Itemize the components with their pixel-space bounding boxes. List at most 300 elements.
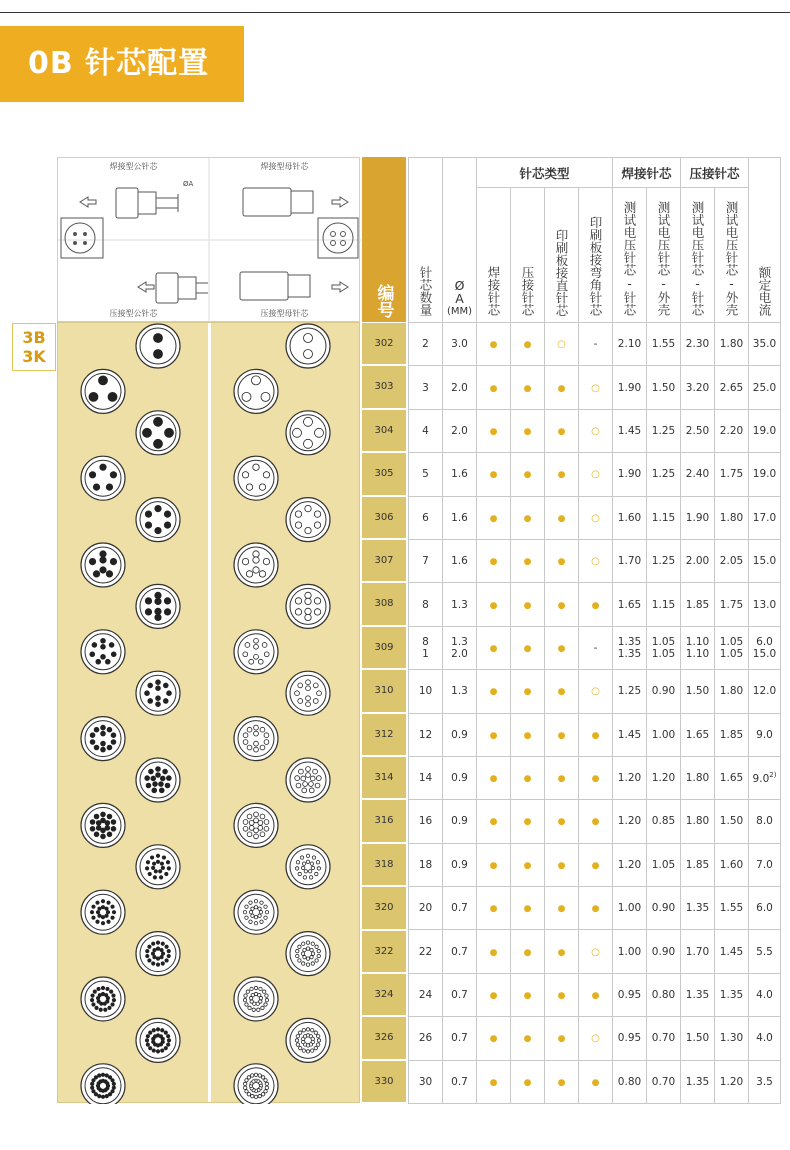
page-title: 0B 针芯配置 <box>0 26 244 102</box>
cell-value: 1.3 <box>451 685 468 698</box>
cell-type-mark <box>511 973 545 1016</box>
male-pin-layout <box>136 324 180 368</box>
cell-type-mark <box>511 843 545 886</box>
cell-value: 0.80 <box>651 989 676 1002</box>
cell-count <box>409 1017 443 1060</box>
cell-value: 1.85 <box>719 728 744 741</box>
cell-test-voltage <box>647 800 681 843</box>
cell-value: 1.65 <box>685 728 710 741</box>
cell-type-mark <box>511 1060 545 1103</box>
cell-type-mark <box>545 843 579 886</box>
cell-value: 1.35 <box>719 989 744 1002</box>
cell-test-voltage <box>613 887 647 930</box>
filled-dot-icon: ● <box>523 513 532 524</box>
cell-value: 1.55 <box>651 338 676 351</box>
cell-value: 1.6 <box>451 511 468 524</box>
header-solder-group: 焊接针芯 <box>613 158 681 188</box>
male-pin-layout <box>81 369 125 413</box>
cell-value: 1.15 <box>651 598 676 611</box>
cell-value: 1.80 <box>719 511 744 524</box>
filled-dot-icon: ● <box>557 600 566 611</box>
diagram-label-solder-male: 焊接型公针芯 <box>109 162 158 171</box>
cell-value: 8.0 <box>756 815 773 828</box>
cell-value: 0.90 <box>651 902 676 915</box>
cell-test-voltage <box>681 323 715 366</box>
filled-dot-icon: ● <box>557 991 566 1002</box>
cell-value: 1.50 <box>719 815 744 828</box>
cell-diameter <box>443 887 477 930</box>
cell-test-voltage <box>715 583 749 626</box>
cell-test-voltage <box>613 366 647 409</box>
male-pin-layout <box>81 977 125 1021</box>
cell-test-voltage <box>715 1060 749 1103</box>
female-pin-layout <box>286 671 330 715</box>
cell-type-mark <box>579 930 613 973</box>
table-row <box>409 887 781 930</box>
diagram-label-crimp-male: 压接型公针芯 <box>109 309 158 318</box>
cell-diameter <box>443 930 477 973</box>
male-pin-layout <box>81 717 125 761</box>
cell-test-voltage <box>681 713 715 756</box>
header-pin-type: 针芯类型 <box>477 158 613 188</box>
table-row <box>409 670 781 713</box>
cell-value: 3 <box>422 381 429 394</box>
cell-test-voltage <box>715 756 749 799</box>
cell-value: 1.6 <box>451 555 468 568</box>
cell-value: 1.80 <box>685 772 710 785</box>
table-row <box>409 496 781 539</box>
header-type-crimp: 压接针芯 <box>511 188 545 323</box>
cell-value: 24 <box>418 989 433 1002</box>
cell-type-mark <box>545 539 579 582</box>
dash-mark: - <box>593 338 598 351</box>
table-row <box>409 1017 781 1060</box>
cell-type-mark <box>477 1060 511 1103</box>
filled-dot-icon: ● <box>591 1077 600 1088</box>
cell-value: 1.3 <box>451 598 468 611</box>
cell-test-voltage <box>647 1017 681 1060</box>
cell-value: 1.3 2.0 <box>451 635 468 660</box>
diagram-label-solder-female: 焊接型母针芯 <box>260 162 309 171</box>
cell-count <box>409 496 443 539</box>
cell-test-voltage <box>681 366 715 409</box>
table-row <box>409 713 781 756</box>
cell-value: 1.50 <box>651 381 676 394</box>
cell-value: 1.05 <box>651 858 676 871</box>
filled-dot-icon: ● <box>557 470 566 481</box>
filled-dot-icon: ● <box>591 774 600 785</box>
cell-value: 0.90 <box>651 945 676 958</box>
cell-value: 20 <box>418 902 433 915</box>
cell-test-voltage <box>681 453 715 496</box>
filled-dot-icon: ● <box>591 991 600 1002</box>
cell-type-mark <box>511 539 545 582</box>
cell-test-voltage <box>681 626 715 669</box>
filled-dot-icon: ● <box>557 774 566 785</box>
cell-test-voltage <box>681 496 715 539</box>
filled-dot-icon: ● <box>591 817 600 828</box>
cell-value: 13.0 <box>752 598 777 611</box>
cell-test-voltage <box>647 670 681 713</box>
connector-diagram <box>57 157 360 322</box>
open-circle-icon: ○ <box>591 382 600 394</box>
cell-value: 7.0 <box>756 858 773 871</box>
header-test-pin-pin-2: 测试电压针芯-针芯 <box>681 188 715 323</box>
cell-type-mark <box>511 366 545 409</box>
cell-test-voltage <box>715 626 749 669</box>
cell-test-voltage <box>647 713 681 756</box>
female-pin-layout <box>286 411 330 455</box>
cell-value: 0.9 <box>451 728 468 741</box>
filled-dot-icon: ● <box>523 774 532 785</box>
cell-test-voltage <box>613 583 647 626</box>
cell-type-mark <box>579 843 613 886</box>
cell-value: 4.0 <box>756 989 773 1002</box>
cell-value: 1.60 <box>719 858 744 871</box>
cell-type-mark <box>579 453 613 496</box>
cell-value: 18 <box>418 858 433 871</box>
header-crimp-group: 压接针芯 <box>681 158 749 188</box>
filled-dot-icon: ● <box>489 817 498 828</box>
table-row <box>409 453 781 496</box>
female-pin-layout <box>286 324 330 368</box>
filled-dot-icon: ● <box>557 557 566 568</box>
cell-current <box>749 973 781 1016</box>
code-cell: 326 <box>362 1017 406 1060</box>
cell-value: 4 <box>422 424 429 437</box>
cell-type-mark <box>545 453 579 496</box>
table-row <box>409 366 781 409</box>
male-pin-layout <box>136 411 180 455</box>
dash-mark: - <box>593 641 598 654</box>
cell-value: 1.90 <box>617 468 642 481</box>
cell-count <box>409 1060 443 1103</box>
cell-current <box>749 887 781 930</box>
cell-value: 25.0 <box>752 381 777 394</box>
cell-test-voltage <box>681 843 715 886</box>
table-row <box>409 626 781 669</box>
cell-diameter <box>443 670 477 713</box>
cell-value: 1.10 1.10 <box>685 635 710 660</box>
filled-dot-icon: ● <box>489 860 498 871</box>
cell-value: 1.75 <box>719 598 744 611</box>
cell-count <box>409 323 443 366</box>
cell-value: 9.0 <box>756 728 773 741</box>
female-pin-layout <box>234 543 278 587</box>
open-circle-icon: ○ <box>591 425 600 437</box>
code-cell: 302 <box>362 323 406 366</box>
cell-test-voltage <box>681 1060 715 1103</box>
cell-value: 2.05 <box>719 555 744 568</box>
filled-dot-icon: ● <box>489 383 498 394</box>
cell-test-voltage <box>647 973 681 1016</box>
filled-dot-icon: ● <box>557 687 566 698</box>
cell-test-voltage <box>613 453 647 496</box>
cell-value: 3.20 <box>685 381 710 394</box>
cell-current <box>749 583 781 626</box>
cell-value: 22 <box>418 945 433 958</box>
cell-value: 1.35 <box>685 989 710 1002</box>
cell-value: 2.50 <box>685 424 710 437</box>
table-row <box>409 323 781 366</box>
open-circle-icon: ○ <box>557 339 566 351</box>
cell-test-voltage <box>715 670 749 713</box>
cell-value: 2 <box>422 338 429 351</box>
cell-type-mark <box>579 1017 613 1060</box>
footnote-mark: 2) <box>769 771 777 780</box>
cell-value: 1.80 <box>719 685 744 698</box>
code-cell: 310 <box>362 670 406 713</box>
cell-type-mark <box>511 323 545 366</box>
open-circle-icon: ○ <box>591 946 600 958</box>
cell-value: 1.00 <box>617 945 642 958</box>
cell-test-voltage <box>613 1060 647 1103</box>
series-3k: 3K <box>22 347 46 366</box>
cell-current <box>749 800 781 843</box>
cell-type-mark <box>545 670 579 713</box>
filled-dot-icon: ● <box>489 991 498 1002</box>
cell-value: 26 <box>418 1032 433 1045</box>
filled-dot-icon: ● <box>557 513 566 524</box>
cell-value: 6.0 <box>756 902 773 915</box>
cell-test-voltage <box>715 930 749 973</box>
cell-value: 1.20 <box>617 858 642 871</box>
cell-value: 1.80 <box>719 338 744 351</box>
filled-dot-icon: ● <box>557 1034 566 1045</box>
cell-current <box>749 496 781 539</box>
cell-value: 0.7 <box>451 945 468 958</box>
cell-value: 0.90 <box>651 685 676 698</box>
cell-value: 1.85 <box>685 858 710 871</box>
cell-value: 0.7 <box>451 989 468 1002</box>
code-cell: 324 <box>362 974 406 1017</box>
cell-value: 1.35 <box>685 1075 710 1088</box>
cell-type-mark <box>579 366 613 409</box>
filled-dot-icon: ● <box>489 730 498 741</box>
filled-dot-icon: ● <box>489 426 498 437</box>
cell-type-mark <box>477 539 511 582</box>
cell-type-mark <box>511 496 545 539</box>
cell-value: 6.0 15.0 <box>752 635 777 660</box>
cell-test-voltage <box>613 713 647 756</box>
cell-test-voltage <box>715 409 749 452</box>
cell-type-mark <box>545 496 579 539</box>
cell-type-mark <box>511 583 545 626</box>
cell-value: 0.85 <box>651 815 676 828</box>
male-pin-layout <box>81 456 125 500</box>
filled-dot-icon: ● <box>523 904 532 915</box>
filled-dot-icon: ● <box>523 730 532 741</box>
cell-value: 1.30 <box>719 1032 744 1045</box>
female-pin-layout <box>234 1064 278 1104</box>
cell-current <box>749 409 781 452</box>
filled-dot-icon: ● <box>523 426 532 437</box>
cell-value: 1.20 <box>617 815 642 828</box>
cell-current <box>749 366 781 409</box>
cell-value: 0.9 <box>451 772 468 785</box>
cell-type-mark <box>511 713 545 756</box>
male-pin-layout <box>136 758 180 802</box>
header-type-pcb-straight: 印刷板接直针芯 <box>545 188 579 323</box>
cell-type-mark <box>579 973 613 1016</box>
filled-dot-icon: ● <box>591 860 600 871</box>
cell-value: 2.0 <box>451 381 468 394</box>
female-pin-layout <box>234 977 278 1021</box>
header-test-pin-pin-1: 测试电压针芯-针芯 <box>613 188 647 323</box>
male-pin-layout <box>136 932 180 976</box>
open-circle-icon: ○ <box>591 1033 600 1045</box>
cell-count <box>409 887 443 930</box>
cell-diameter <box>443 539 477 582</box>
header-type-pcb-angled: 印刷板接弯角针芯 <box>579 188 613 323</box>
cell-value: 8 <box>422 598 429 611</box>
male-pin-layout <box>136 671 180 715</box>
cell-diameter <box>443 973 477 1016</box>
cell-value: 1.05 1.05 <box>719 635 744 660</box>
code-cell: 316 <box>362 800 406 843</box>
filled-dot-icon: ● <box>489 1077 498 1088</box>
cell-count <box>409 539 443 582</box>
cell-type-mark <box>477 323 511 366</box>
cell-value: 5 <box>422 468 429 481</box>
cell-value: 1.75 <box>719 468 744 481</box>
filled-dot-icon: ● <box>489 947 498 958</box>
cell-value: 0.9 <box>451 815 468 828</box>
cell-value: 1.50 <box>685 685 710 698</box>
cell-type-mark <box>477 756 511 799</box>
cell-value: 16 <box>418 815 433 828</box>
cell-diameter <box>443 756 477 799</box>
filled-dot-icon: ● <box>591 600 600 611</box>
cell-value: 0.7 <box>451 1032 468 1045</box>
cell-type-mark <box>579 496 613 539</box>
cell-count <box>409 713 443 756</box>
table-row <box>409 1060 781 1103</box>
cell-value: 0.95 <box>617 989 642 1002</box>
cell-test-voltage <box>681 583 715 626</box>
filled-dot-icon: ● <box>523 557 532 568</box>
code-cell: 305 <box>362 453 406 496</box>
cell-type-mark <box>579 323 613 366</box>
table-row <box>409 843 781 886</box>
cell-type-mark <box>477 409 511 452</box>
cell-test-voltage <box>647 1060 681 1103</box>
cell-test-voltage <box>647 496 681 539</box>
cell-value: 17.0 <box>752 511 777 524</box>
cell-value: 1.70 <box>617 555 642 568</box>
dimension-label: ØA <box>183 180 194 188</box>
filled-dot-icon: ● <box>557 426 566 437</box>
cell-diameter <box>443 409 477 452</box>
header-count: 针芯数量 <box>409 158 443 323</box>
cell-type-mark <box>477 366 511 409</box>
filled-dot-icon: ● <box>489 557 498 568</box>
cell-type-mark <box>545 973 579 1016</box>
cell-value: 1.45 <box>617 424 642 437</box>
cell-test-voltage <box>613 496 647 539</box>
cell-type-mark <box>477 496 511 539</box>
cell-test-voltage <box>681 1017 715 1060</box>
cell-value: 2.20 <box>719 424 744 437</box>
cell-test-voltage <box>647 843 681 886</box>
cell-test-voltage <box>681 756 715 799</box>
cell-value: 1.50 <box>685 1032 710 1045</box>
filled-dot-icon: ● <box>523 1034 532 1045</box>
cell-diameter <box>443 1060 477 1103</box>
cell-type-mark <box>545 713 579 756</box>
male-pin-layout <box>136 498 180 542</box>
cell-test-voltage <box>613 756 647 799</box>
table-row <box>409 930 781 973</box>
cell-current <box>749 453 781 496</box>
cell-type-mark <box>579 756 613 799</box>
filled-dot-icon: ● <box>523 991 532 1002</box>
cell-test-voltage <box>715 366 749 409</box>
cell-value: 7 <box>422 555 429 568</box>
cell-type-mark <box>477 670 511 713</box>
cell-test-voltage <box>613 930 647 973</box>
cell-test-voltage <box>715 800 749 843</box>
cell-test-voltage <box>613 539 647 582</box>
male-pin-layout <box>81 1064 125 1104</box>
cell-test-voltage <box>715 713 749 756</box>
cell-type-mark <box>477 843 511 886</box>
cell-test-voltage <box>715 843 749 886</box>
filled-dot-icon: ● <box>557 1077 566 1088</box>
cell-current <box>749 930 781 973</box>
cell-type-mark <box>511 453 545 496</box>
cell-value: 1.45 <box>617 728 642 741</box>
cell-test-voltage <box>715 887 749 930</box>
cell-type-mark <box>511 626 545 669</box>
pin-layout-drawing <box>58 323 361 1104</box>
cell-type-mark <box>545 583 579 626</box>
cell-test-voltage <box>613 843 647 886</box>
filled-dot-icon: ● <box>557 730 566 741</box>
cell-diameter <box>443 496 477 539</box>
cell-type-mark <box>477 800 511 843</box>
cell-value: 1.05 1.05 <box>651 635 676 660</box>
filled-dot-icon: ● <box>523 643 532 654</box>
header-test-pin-shell-2: 测试电压针芯-外壳 <box>715 188 749 323</box>
cell-type-mark <box>579 887 613 930</box>
cell-test-voltage <box>647 323 681 366</box>
cell-count <box>409 930 443 973</box>
filled-dot-icon: ● <box>523 470 532 481</box>
cell-count <box>409 756 443 799</box>
code-cell: 314 <box>362 757 406 800</box>
female-pin-layout <box>234 890 278 934</box>
cell-value: 1.20 <box>617 772 642 785</box>
cell-type-mark <box>477 930 511 973</box>
female-pin-layout <box>286 498 330 542</box>
filled-dot-icon: ● <box>557 904 566 915</box>
cell-value: 1.70 <box>685 945 710 958</box>
cell-count <box>409 583 443 626</box>
cell-value: 8 1 <box>422 635 429 660</box>
open-circle-icon: ○ <box>591 469 600 481</box>
cell-current <box>749 713 781 756</box>
cell-type-mark <box>511 930 545 973</box>
cell-current <box>749 539 781 582</box>
cell-value: 2.65 <box>719 381 744 394</box>
cell-diameter <box>443 453 477 496</box>
code-cell: 304 <box>362 410 406 453</box>
cell-test-voltage <box>681 973 715 1016</box>
female-pin-layout <box>286 584 330 628</box>
cell-value: 2.30 <box>685 338 710 351</box>
cell-value: 0.70 <box>651 1075 676 1088</box>
